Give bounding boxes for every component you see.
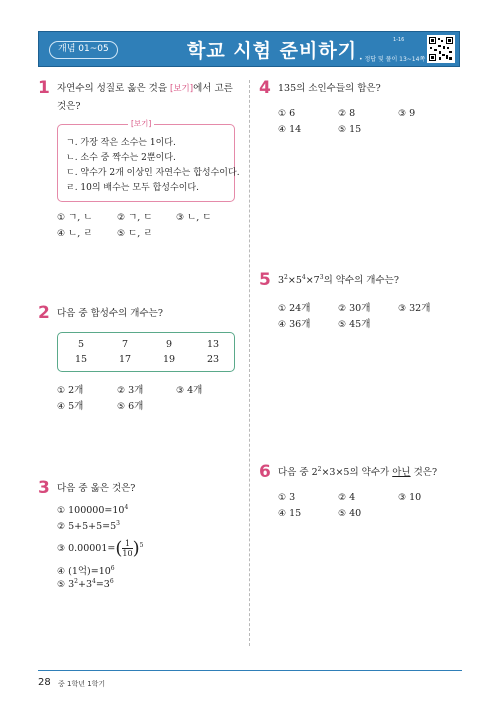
number-item: 19 bbox=[162, 354, 176, 365]
answer-choice[interactable]: ④ ㄴ, ㄹ bbox=[57, 228, 93, 239]
question-text: 135의 소인수들의 합은? bbox=[278, 83, 381, 94]
question-text: 다음 중 옳은 것은? bbox=[57, 483, 136, 494]
answer-choice[interactable]: ⑤ $3^2+3^4=3^6$ bbox=[57, 577, 114, 590]
answer-choice[interactable]: ③ 4개 bbox=[176, 385, 203, 396]
question-number: 6 bbox=[259, 462, 271, 482]
qr-code-icon[interactable] bbox=[427, 35, 455, 63]
column-divider bbox=[249, 80, 250, 646]
number-item: 17 bbox=[118, 354, 132, 365]
answer-choice[interactable]: ④ 14 bbox=[278, 124, 302, 135]
bogi-item: ㄴ. 소수 중 짝수는 2뿐이다. bbox=[66, 153, 176, 163]
number-item: 13 bbox=[206, 339, 220, 350]
page-number: 28 bbox=[38, 677, 51, 688]
question-number: 3 bbox=[38, 478, 50, 498]
answer-choice[interactable]: ① 6 bbox=[278, 108, 296, 119]
answer-choice[interactable]: ① $100000=10^4$ bbox=[57, 503, 129, 516]
answer-choice[interactable]: ① 2개 bbox=[57, 385, 84, 396]
question-text: $3^2\times 5^4\times 7^3$의 약수의 개수는? bbox=[278, 273, 399, 286]
question-text: 자연수의 성질로 옳은 것을 [보기]에서 고른 것은? bbox=[57, 83, 233, 112]
number-item: 23 bbox=[206, 354, 220, 365]
concept-badge: 개념 01~05 bbox=[49, 41, 118, 59]
page-header bbox=[38, 31, 460, 67]
answer-choice[interactable]: ④ 36개 bbox=[278, 319, 311, 330]
answer-choice[interactable]: ① ㄱ, ㄴ bbox=[57, 212, 93, 223]
number-list-box bbox=[57, 332, 235, 372]
answer-choice[interactable]: ② 8 bbox=[338, 108, 356, 119]
answer-choice[interactable]: ② ㄱ, ㄷ bbox=[117, 212, 153, 223]
answer-choice[interactable]: ② 30개 bbox=[338, 303, 371, 314]
question-number: 4 bbox=[259, 78, 271, 98]
bogi-item: ㄷ. 약수가 2개 이상인 자연수는 합성수이다. bbox=[66, 168, 240, 178]
question-number: 1 bbox=[38, 78, 50, 98]
answer-choice[interactable]: ③ 0.00001=( $\frac{1}{10})^5$ bbox=[57, 538, 144, 559]
answer-choice[interactable]: ③ 10 bbox=[398, 492, 422, 503]
answer-choice[interactable]: ③ ㄴ, ㄷ bbox=[176, 212, 212, 223]
answer-choice[interactable]: ② $5+5+5=5^3$ bbox=[57, 519, 120, 532]
answer-choice[interactable]: ⑤ 40 bbox=[338, 508, 362, 519]
answer-choice[interactable]: ① 24개 bbox=[278, 303, 311, 314]
answer-reference: • 정답 및 풀이 13~14쪽 bbox=[359, 56, 426, 63]
question-number: 2 bbox=[38, 303, 50, 323]
bogi-label: [보기] bbox=[128, 118, 154, 129]
bogi-item: ㄱ. 가장 작은 소수는 1이다. bbox=[66, 138, 176, 148]
answer-choice[interactable]: ⑤ 6개 bbox=[117, 401, 144, 412]
question-number: 5 bbox=[259, 270, 271, 290]
answer-choice[interactable]: ② 3개 bbox=[117, 385, 144, 396]
bogi-item: ㄹ. 10의 배수는 모두 합성수이다. bbox=[66, 183, 199, 193]
number-item: 7 bbox=[121, 339, 129, 350]
question-text: 다음 중 $2^2\times 3\times 5$의 약수가 아닌 것은? bbox=[278, 465, 438, 478]
answer-choice[interactable]: ⑤ 45개 bbox=[338, 319, 371, 330]
answer-choice[interactable]: ① 3 bbox=[278, 492, 296, 503]
underlined-word: 아닌 bbox=[392, 467, 411, 478]
number-item: 15 bbox=[74, 354, 88, 365]
answer-choice[interactable]: ⑤ 15 bbox=[338, 124, 362, 135]
number-item: 5 bbox=[77, 339, 85, 350]
answer-choice[interactable]: ⑤ ㄷ, ㄹ bbox=[117, 228, 153, 239]
answer-choice[interactable]: ③ 32개 bbox=[398, 303, 431, 314]
bogi-box bbox=[57, 119, 240, 202]
number-item: 9 bbox=[165, 339, 173, 350]
answer-choice[interactable]: ③ 9 bbox=[398, 108, 416, 119]
answer-choice[interactable]: ④ 15 bbox=[278, 508, 302, 519]
footer-label: 중 1학년 1학기 bbox=[58, 680, 106, 688]
answer-choice[interactable]: ④ 5개 bbox=[57, 401, 84, 412]
footer-rule bbox=[38, 670, 462, 671]
page-title: 학교 시험 준비하기 bbox=[187, 40, 358, 62]
bogi-reference: [보기] bbox=[170, 84, 194, 94]
answer-choice[interactable]: ④ (1억)$=10^6$ bbox=[57, 564, 115, 577]
question-text: 다음 중 합성수의 개수는? bbox=[57, 308, 163, 319]
answer-choice[interactable]: ② 4 bbox=[338, 492, 356, 503]
problem-code: 1-16 bbox=[393, 37, 405, 43]
